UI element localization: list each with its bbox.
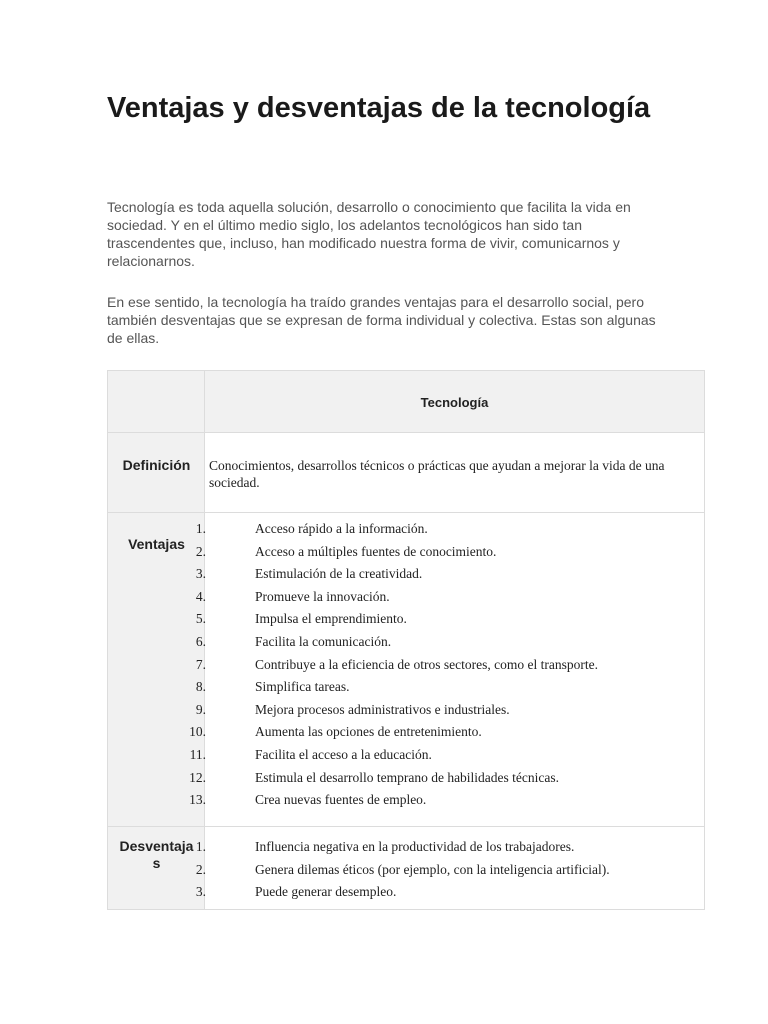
definition-text: Conocimientos, desarrollos técnicos o prácticas que ayudan a mejorar la vida de una sociedad. (209, 458, 665, 490)
list-item-text: Acceso a múltiples fuentes de conocimiento. (255, 543, 497, 559)
list-item-number: 4. (195, 588, 206, 604)
list-item (108, 565, 706, 588)
list-item (108, 588, 706, 611)
list-item-text: Influencia negativa en la productividad de los trabajadores. (255, 839, 575, 854)
list-item-number: 5. (195, 611, 206, 627)
list-item (108, 678, 706, 701)
list-item-text: Facilita el acceso a la educación. (255, 746, 432, 762)
list-item-text: Estimulación de la creatividad. (255, 566, 423, 582)
list-item (108, 656, 706, 679)
second-paragraph: En ese sentido, la tecnología ha traído grandes ventajas para el desarrollo social, pero también desventajas que se expresan de forma individual y colectiva. Estas son algunas de ellas. (107, 294, 656, 346)
list-item-text: Promueve la innovación. (255, 588, 390, 604)
page-title: Ventajas y desventajas de la tecnología (107, 92, 651, 124)
list-item-text: Estimula el desarrollo temprano de habilidades técnicas. (255, 769, 560, 785)
list-item-text: Facilita la comunicación. (255, 633, 392, 649)
list-item-text: Simplifica tareas. (255, 679, 350, 695)
list-item-number: 3. (195, 884, 206, 900)
list-item-text: Aumenta las opciones de entretenimiento. (255, 724, 482, 740)
advantages-list (108, 520, 706, 814)
technology-table (107, 370, 705, 910)
intro-paragraph: Tecnología es toda aquella solución, desarrollo o conocimiento que facilita la vida en sociedad. Y en el último medio siglo, los adelantos tecnológicos han sido tan trascendentes que, incluso, han modificado nuestra forma de vivir, comunicarnos y relacionarnos. (107, 199, 631, 269)
list-item-text: Contribuye a la eficiencia de otros sectores, como el transporte. (255, 656, 598, 672)
list-item-text: Crea nuevas fuentes de empleo. (255, 792, 427, 808)
list-item (108, 861, 706, 884)
list-item (108, 769, 706, 792)
disadvantages-label-line1: Desventaja (119, 838, 194, 854)
list-item-number: 2. (195, 861, 206, 877)
list-item (108, 723, 706, 746)
list-item (108, 610, 706, 633)
table-divider (108, 826, 704, 827)
list-item (108, 883, 706, 906)
list-item (108, 543, 706, 566)
list-item-number: 10. (189, 724, 206, 740)
list-item-number: 1. (195, 839, 206, 854)
list-item-text: Puede generar desempleo. (255, 884, 397, 900)
table-header-label: Tecnología (420, 395, 489, 410)
disadvantages-list (108, 838, 706, 906)
list-item (108, 838, 706, 861)
list-item-number: 2. (195, 543, 206, 559)
definition-row-label: Definición (122, 457, 191, 473)
list-item-number: 9. (195, 701, 206, 717)
list-item-number: 7. (195, 656, 206, 672)
list-item-number: 3. (195, 566, 206, 582)
list-item (108, 701, 706, 724)
disadvantages-label-line2: s (152, 855, 161, 871)
list-item-text: Acceso rápido a la información. (255, 521, 428, 536)
list-item-number: 13. (189, 792, 206, 808)
list-item-number: 1. (195, 521, 206, 536)
list-item-number: 12. (189, 769, 206, 785)
table-divider (108, 512, 704, 513)
list-item (108, 633, 706, 656)
list-item-number: 11. (189, 746, 206, 762)
list-item-number: 6. (195, 633, 206, 649)
list-item-text: Mejora procesos administrativos e industriales. (255, 701, 510, 717)
advantages-row-label: Ventajas (128, 536, 185, 552)
list-item-text: Genera dilemas éticos (por ejemplo, con la inteligencia artificial). (255, 861, 610, 877)
list-item-number: 8. (195, 679, 206, 695)
list-item (108, 520, 706, 543)
list-item-text: Impulsa el emprendimiento. (255, 611, 407, 627)
table-divider (108, 432, 704, 433)
list-item (108, 746, 706, 769)
list-item (108, 791, 706, 814)
